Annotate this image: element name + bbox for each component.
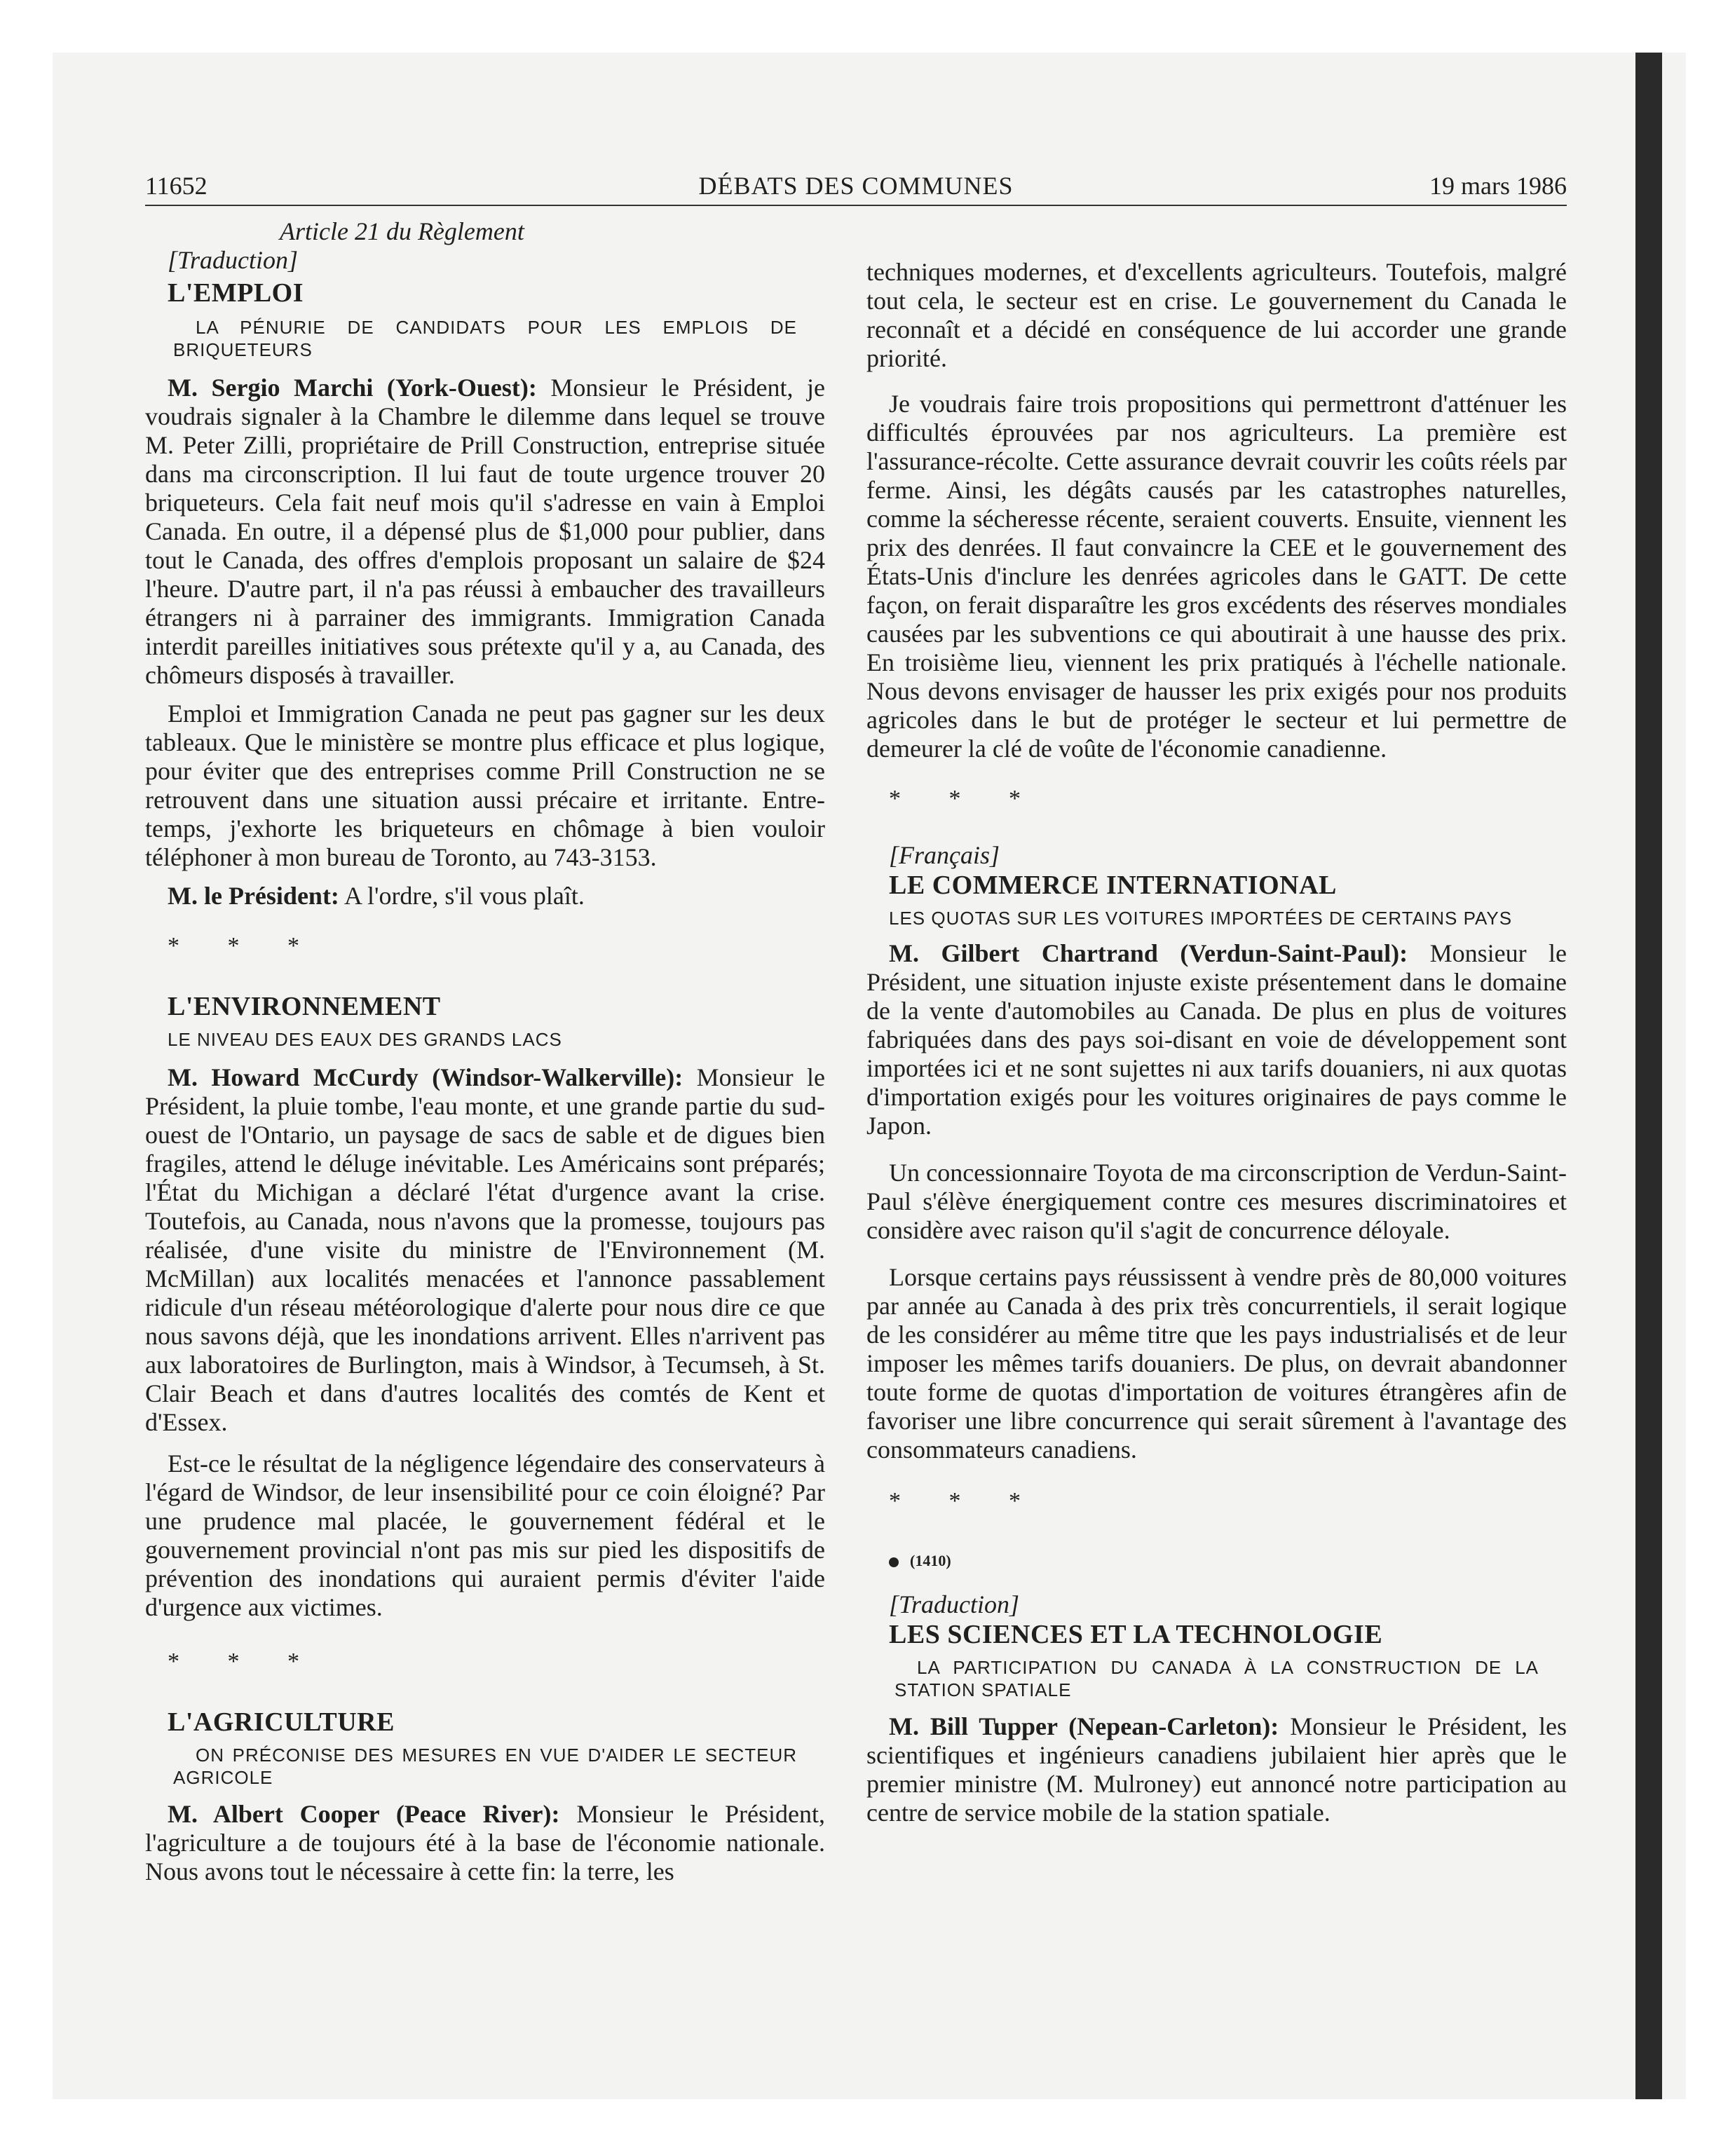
subheading-commerce: LES QUOTAS SUR LES VOITURES IMPORTÉES DE CERTAINS PAYS — [889, 908, 1513, 929]
paragraph-mccurdy-1: M. Howard McCurdy (Windsor-Walkerville): Monsieur le Président, la pluie tombe, l'eau monte, et une grande partie du sud-ouest de l'Ontario, un paysage de sacs de sable et de digues bien fragiles, attend le déluge inévitable. Les Américains sont préparés; l'État du Michigan a déclaré l'état d'urgence avant la crise. Toutefois, au Canada, nous n'avons que la promesse, toujours pas réalisée, d'une visite du ministre de l'Environnement (M. McMillan) aux localités menacées et l'annonce passablement ridicule d'un réseau météorologique d'alerte pour nous dire ce que nous savons déjà, que les inondations arrivent. Elles n'arrivent pas aux laboratoires de Burlington, mais à Windsor, à Tecumseh, à St. Clair Beach et dans d'autres localités des comtés de Kent et d'Essex. — [145, 1063, 826, 1436]
publication-date: 19 mars 1986 — [1429, 172, 1567, 200]
translation-note: [Traduction] — [168, 246, 299, 274]
translation-note: [Traduction] — [889, 1590, 1020, 1618]
paragraph-cooper-continued: techniques modernes, et d'excellents agriculteurs. Toutefois, malgré tout cela, le secteur est en crise. Le gouvernement du Canada le reconnaît et a décidé en conséquence de lui accorder une grande priorité. — [866, 258, 1567, 372]
section-heading-agriculture: L'AGRICULTURE — [168, 1707, 395, 1737]
paragraph-mccurdy-2: Est-ce le résultat de la négligence légendaire des conservateurs à l'égard de Windsor, de leur insensibilité pour ce coin éloigné? Par une prudence mal placée, le gouvernement fédéral et le gouvernement provincial n'ont pas mis sur pied les dispositifs de prévention des inondations qui auraient permis d'éviter l'aide d'urgence aux victimes. — [145, 1449, 825, 1621]
page-number: 11652 — [145, 172, 207, 200]
right-column — [866, 258, 1567, 1827]
paragraph-cooper-1: M. Albert Cooper (Peace River): Monsieur le Président, l'agriculture a de toujours été à la base de l'économie nationale. Nous avons tout le nécessaire à cette fin: la terre, les — [145, 1800, 825, 1885]
speaker-president: M. le Président: — [168, 882, 339, 910]
section-separator: * * * — [168, 1649, 320, 1674]
publication-title: DÉBATS DES COMMUNES — [698, 172, 1014, 200]
paragraph-chartrand-1: M. Gilbert Chartrand (Verdun-Saint-Paul): Monsieur le Président, une situation injuste existe présentement dans le domaine de la vente d'automobiles au Canada. De plus en plus de voitures fabriquées dans des pays soi-disant en voie de développement sont importées ici et ne sont sujettes ni aux tarifs douaniers, ni aux quotas d'importation exigés pour les voitures originaires de pays comme le Japon. — [866, 939, 1567, 1140]
rule-reference: Article 21 du Règlement — [280, 217, 524, 245]
time-marker: (1410) — [866, 1546, 1567, 1575]
language-note: [Français] — [889, 841, 1000, 869]
paragraph-tupper-1: M. Bill Tupper (Nepean-Carleton): Monsieur le Président, les scientifiques et ingénieurs canadiens jubilaient hier après que le premier ministre (M. Mulroney) eut annoncé notre participation au centre de service mobile de la station spatiale. — [866, 1712, 1567, 1827]
paragraph-marchi-1: M. Sergio Marchi (York-Ouest): Monsieur le Président, je voudrais signaler à la Chambre le dilemme dans lequel se trouve M. Peter Zilli, propriétaire de Prill Construction, entreprise située dans ma circonscription. Il lui faut de toute urgence trouver 20 briqueteurs. Cela fait neuf mois qu'il s'adresse en vain à Emploi Canada. En outre, il a dépensé plus de $1,000 pour publier, dans tout le Canada, des offres d'emplois proposant un salaire de $24 l'heure. D'autre part, il n'a pas réussi à embaucher des travailleurs étrangers ni à parrainer des immigrants. Immigration Canada interdit pareilles initiatives sous prétexte qu'il y a, au Canada, des chômeurs disposés à travailler. — [145, 374, 825, 689]
subheading-environnement: LE NIVEAU DES EAUX DES GRANDS LACS — [168, 1029, 562, 1050]
speaker-tupper: M. Bill Tupper (Nepean-Carleton): — [889, 1712, 1279, 1740]
speaker-chartrand: M. Gilbert Chartrand (Verdun-Saint-Paul): — [889, 939, 1408, 967]
section-heading-sciences: LES SCIENCES ET LA TECHNOLOGIE — [889, 1620, 1383, 1649]
section-separator: * * * — [889, 1488, 1042, 1514]
speaker-marchi: M. Sergio Marchi (York-Ouest): — [168, 374, 537, 402]
left-column — [145, 217, 825, 1886]
paragraph-cooper-2: Je voudrais faire trois propositions qui permettront d'atténuer les difficultés éprouvées par nos agriculteurs. La première est l'assurance-récolte. Cette assurance devrait couvrir les coûts réels par ferme. Ainsi, les dégâts causés par les catastrophes naturelles, comme la sécheresse récente, seraient couverts. Ensuite, viennent les prix des denrées. Il faut convaincre la CEE et le gouvernement des États-Unis d'inclure les denrées agricoles dans le GATT. De cette façon, on ferait disparaître les gros excédents des réserves mondiales causées par les subventions ce qui aboutirait à une hausse des prix. En troisième lieu, viennent les prix pratiqués à l'échelle nationale. Nous devons envisager de hausser les prix exigés pour nos produits agricoles dans le but de protéger le secteur et lui permettre de demeurer la clé de voûte de l'économie canadienne. — [866, 390, 1567, 763]
section-heading-environnement: L'ENVIRONNEMENT — [168, 992, 441, 1021]
speaker-cooper: M. Albert Cooper (Peace River): — [168, 1800, 560, 1828]
section-heading-commerce: LE COMMERCE INTERNATIONAL — [889, 871, 1337, 900]
section-separator: * * * — [168, 933, 320, 959]
bullet-icon — [889, 1557, 899, 1567]
section-separator: * * * — [889, 786, 1042, 812]
paragraph-chartrand-2: Un concessionnaire Toyota de ma circonscription de Verdun-Saint-Paul s'élève énergiquement contre ces mesures discriminatoires et considère avec raison qu'il s'agit de concurrence déloyale. — [866, 1159, 1567, 1244]
subheading-sciences: LA PARTICIPATION DU CANADA À LA CONSTRUCTION DE LA STATION SPATIALE — [894, 1657, 1539, 1700]
paragraph-president: M. le Président: A l'ordre, s'il vous plaît. — [168, 882, 585, 910]
scan-edge — [1635, 53, 1662, 2099]
paragraph-marchi-2: Emploi et Immigration Canada ne peut pas gagner sur les deux tableaux. Que le ministère se montre plus efficace et plus logique, pour éviter que des entreprises comme Prill Construction ne se retrouvent dans une situation aussi précaire et irritante. Entre-temps, j'exhorte les briqueteurs en chômage à bien vouloir téléphoner à mon bureau de Toronto, au 743-3153. — [145, 700, 825, 871]
subheading-agriculture: ON PRÉCONISE DES MESURES EN VUE D'AIDER LE SECTEUR AGRICOLE — [173, 1745, 797, 1788]
speaker-mccurdy: M. Howard McCurdy (Windsor-Walkerville): — [168, 1063, 683, 1091]
page-header — [145, 171, 1567, 206]
section-heading-emploi: L'EMPLOI — [168, 278, 304, 308]
subheading-emploi: LA PÉNURIE DE CANDIDATS POUR LES EMPLOIS DE BRIQUETEURS — [173, 317, 797, 360]
paragraph-chartrand-3: Lorsque certains pays réussissent à vendre près de 80,000 voitures par année au Canada à des prix très concurrentiels, il serait logique de les considérer au même titre que les pays industrialisés et de leur imposer les mêmes tarifs douaniers. De plus, on devrait abandonner toute forme de quotas d'importation de voitures étrangères afin de favoriser une libre concurrence qui serait sûrement à l'avantage des consommateurs canadiens. — [866, 1263, 1567, 1464]
